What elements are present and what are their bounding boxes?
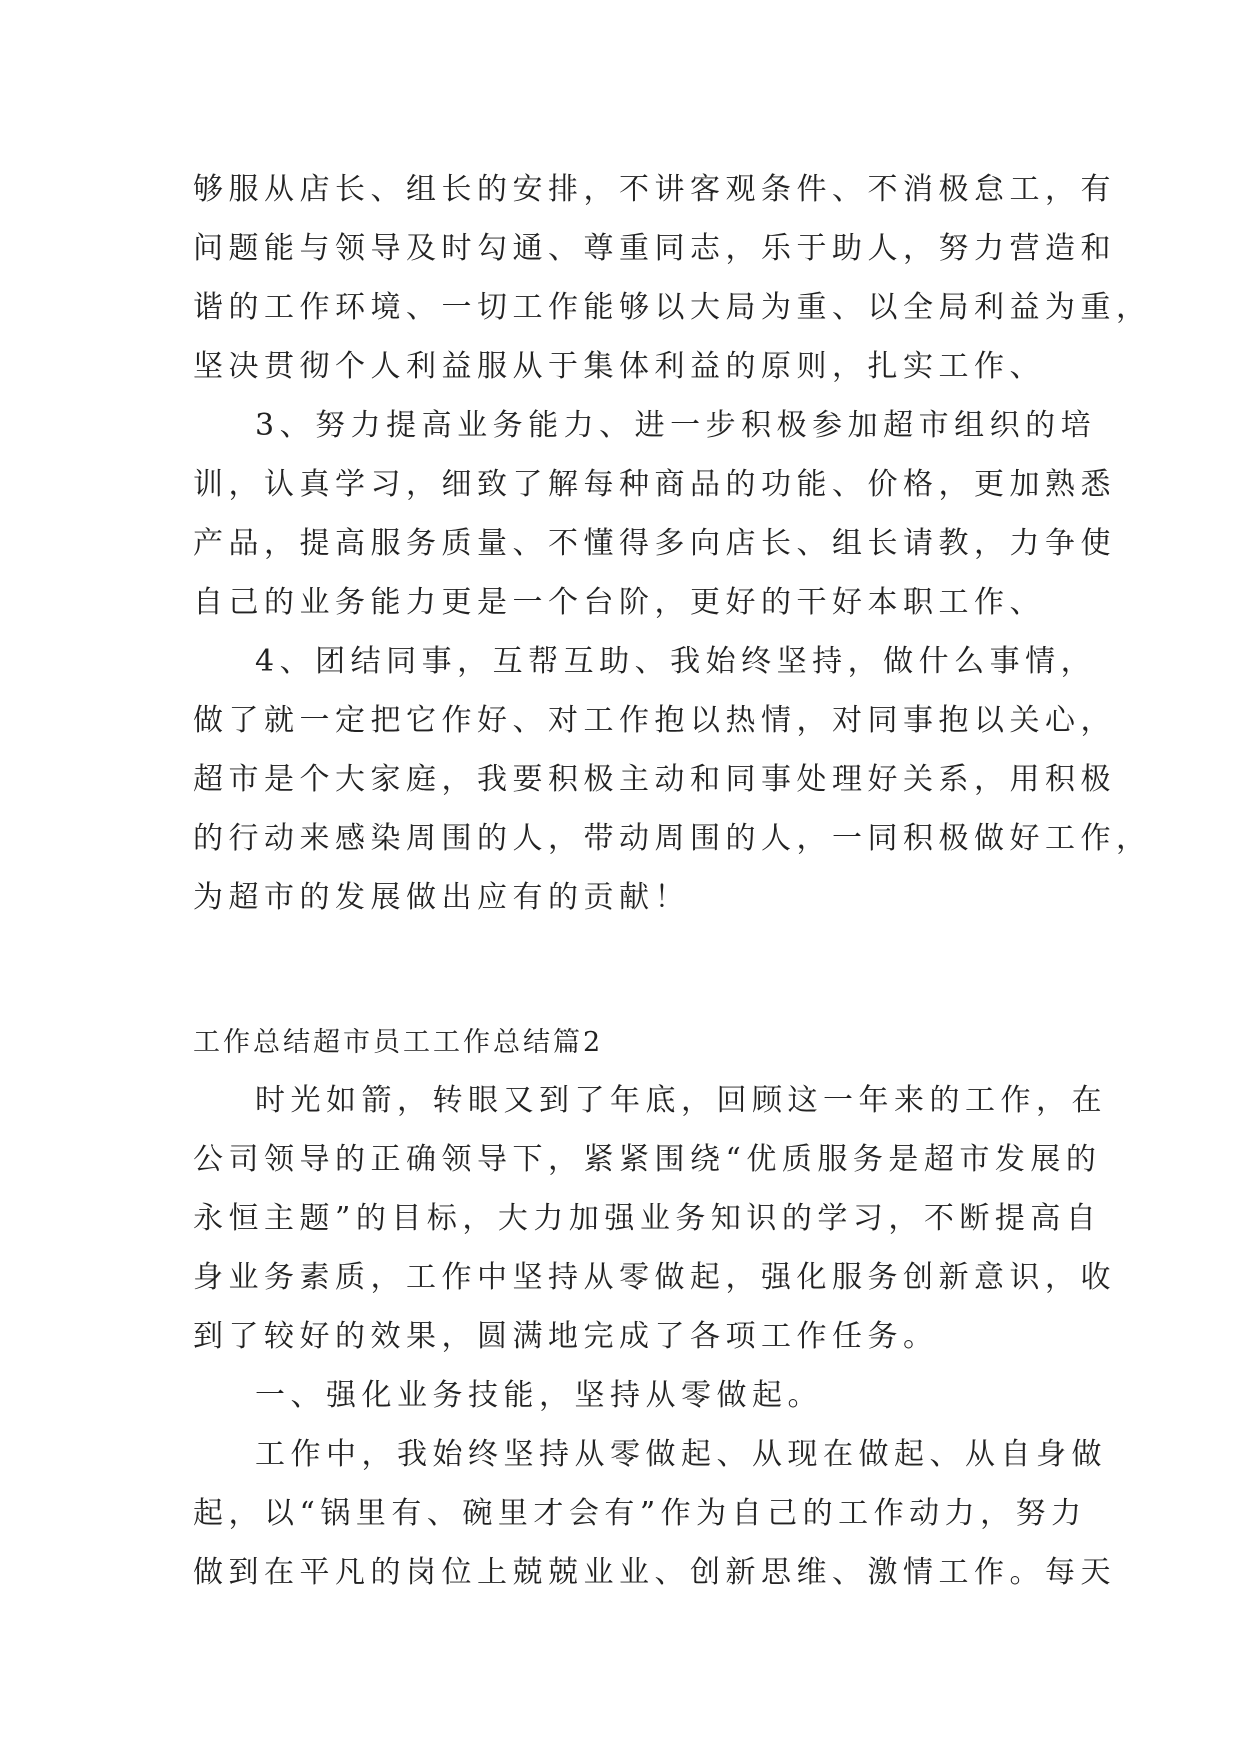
paragraph-line: 公司领导的正确领导下，紧紧围绕“优质服务是超市发展的: [193, 1142, 1102, 1177]
paragraph-line: 永恒主题”的目标，大力加强业务知识的学习，不断提高自: [193, 1201, 1102, 1236]
paragraph-line: 自己的业务能力更是一个台阶，更好的干好本职工作、: [193, 585, 1045, 620]
paragraph-line: 的行动来感染周围的人，带动周围的人，一同积极做好工作，: [193, 821, 1152, 856]
paragraph-line: 身业务素质，工作中坚持从零做起，强化服务创新意识，收: [193, 1260, 1116, 1295]
paragraph-line: 起，以“锅里有、碗里才会有”作为自己的工作动力，努力: [193, 1496, 1087, 1531]
paragraph-line: 为超市的发展做出应有的贡献！: [193, 880, 690, 915]
paragraph-line: 3、努力提高业务能力、进一步积极参加超市组织的培: [255, 408, 1097, 443]
section-spacer: [193, 927, 1063, 1015]
paragraph-line: 一、强化业务技能，坚持从零做起。: [255, 1378, 823, 1413]
paragraph-line: 够服从店长、组长的安排，不讲客观条件、不消极怠工，有: [193, 172, 1116, 207]
paragraph-line: 做到在平凡的岗位上兢兢业业、创新思维、激情工作。每天: [193, 1555, 1116, 1590]
paragraph-line: 产品，提高服务质量、不懂得多向店长、组长请教，力争使: [193, 526, 1116, 561]
paragraph-line: 做了就一定把它作好、对工作抱以热情，对同事抱以关心，: [193, 703, 1116, 738]
paragraph-line: 工作中，我始终坚持从零做起、从现在做起、从自身做: [255, 1437, 1107, 1472]
paragraph-line: 坚决贯彻个人利益服从于集体利益的原则，扎实工作、: [193, 349, 1045, 384]
paragraph-line: 时光如箭，转眼又到了年底，回顾这一年来的工作，在: [255, 1083, 1107, 1118]
paragraph-line: 谐的工作环境、一切工作能够以大局为重、以全局利益为重，: [193, 290, 1152, 325]
paragraph-line: 超市是个大家庭，我要积极主动和同事处理好关系，用积极: [193, 762, 1116, 797]
paragraph-line: 到了较好的效果，圆满地完成了各项工作任务。: [193, 1319, 939, 1354]
paragraph-line: 训，认真学习，细致了解每种商品的功能、价格，更加熟悉: [193, 467, 1116, 502]
document-body: [193, 160, 1152, 1602]
paragraph-line: 问题能与领导及时勾通、尊重同志，乐于助人，努力营造和: [193, 231, 1116, 266]
paragraph-line: 4、团结同事，互帮互助、我始终坚持，做什么事情，: [255, 644, 1097, 679]
section-heading: 工作总结超市员工工作总结篇2: [193, 1027, 604, 1058]
